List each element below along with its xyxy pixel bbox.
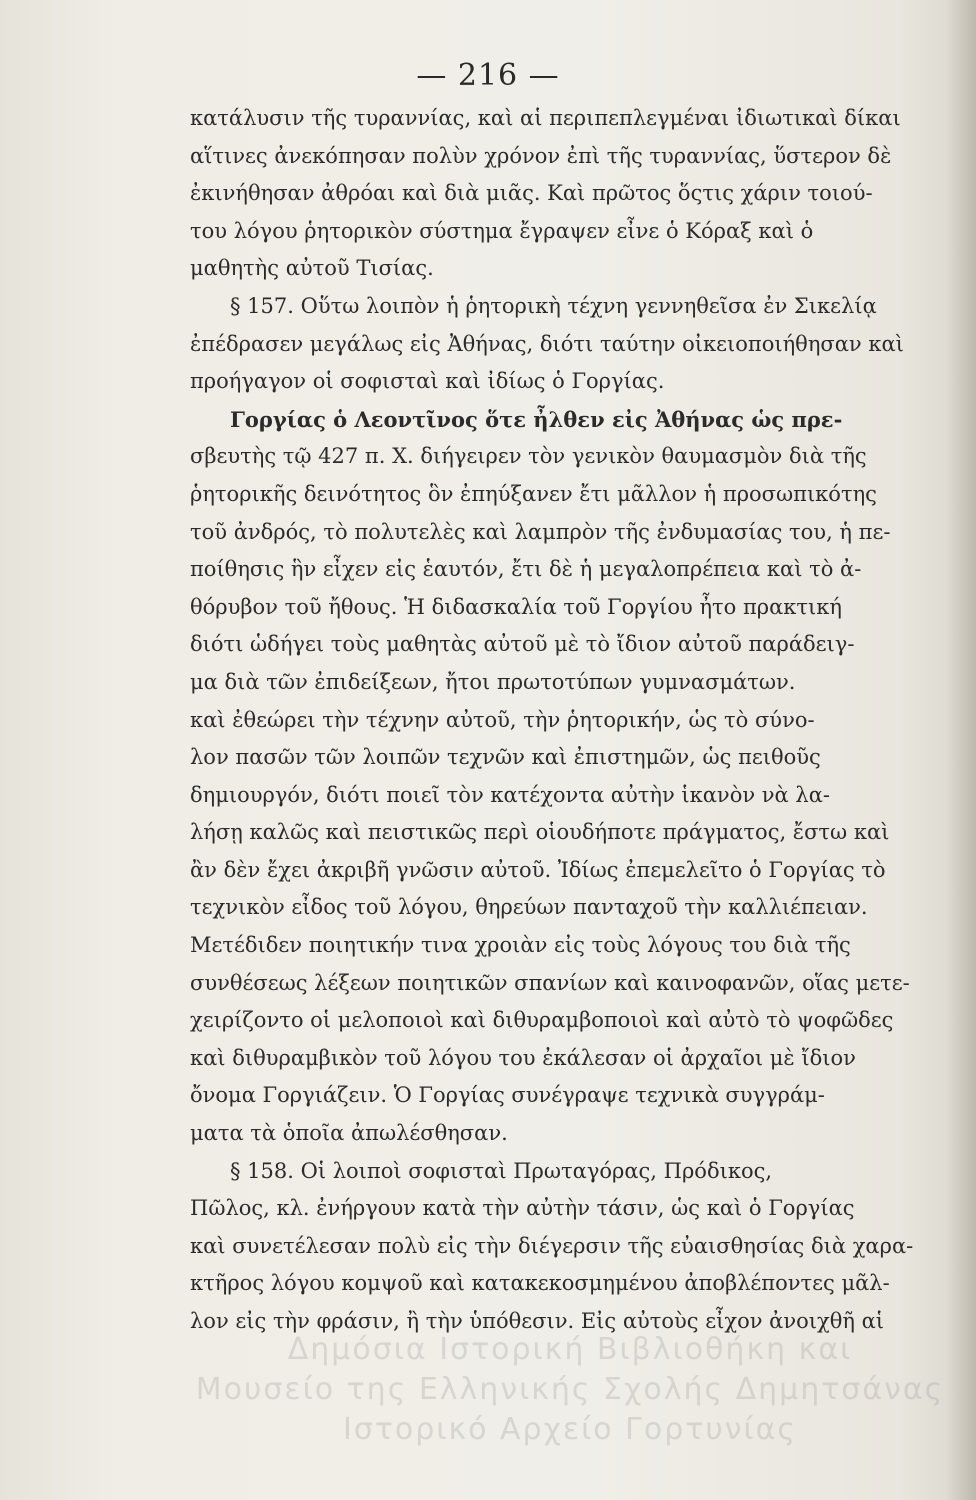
text-line: ἐκινήθησαν ἀθρόαι καὶ διὰ μιᾶς. Καὶ πρῶτος ὅςτις χάριν τοιού- bbox=[190, 181, 873, 206]
text-line: μα διὰ τῶν ἐπιδείξεων, ἤτοι πρωτοτύπων γυμνασμάτων. bbox=[190, 669, 796, 694]
text-line: κατάλυσιν τῆς τυραννίας, καὶ αἱ περιπεπλεγμέναι ἰδιωτικαὶ δίκαι bbox=[190, 106, 901, 130]
text-line: συνθέσεως λέξεων ποιητικῶν σπανίων καὶ καινοφανῶν, οἵας μετε- bbox=[190, 970, 910, 995]
text-line: Πῶλος, κλ. ἐνήργουν κατὰ τὴν αὐτὴν τάσιν, ὡς καὶ ὁ Γοργίας bbox=[190, 1196, 855, 1221]
text-line: σβευτὴς τῷ 427 π. Χ. διήγειρεν τὸν γενικὸν θαυμασμὸν διὰ τῆς bbox=[190, 444, 867, 469]
page-edge-shadow bbox=[946, 0, 976, 1500]
watermark-line: Δημόσια Ιστορική Βιβλιοθήκη και bbox=[287, 1332, 853, 1367]
text-line: ἂν δὲν ἔχει ἀκριβῆ γνῶσιν αὐτοῦ. Ἰδίως ἐπεμελεῖτο ὁ Γοργίας τὸ bbox=[190, 857, 886, 882]
library-watermark bbox=[180, 1330, 960, 1450]
section-158-start: § 158. Οἱ λοιποὶ σοφισταὶ Πρωταγόρας, Πρόδικος, bbox=[230, 1158, 773, 1183]
text-line: ἐπέδρασεν μεγάλως εἰς Ἀθήνας, διότι ταύτην οἰκειοποιήθησαν καὶ bbox=[190, 331, 904, 356]
text-line: δημιουργόν, διότι ποιεῖ τὸν κατέχοντα αὐτὴν ἱκανὸν νὰ λα- bbox=[190, 782, 830, 807]
text-line: διότι ὡδήγει τοὺς μαθητὰς αὐτοῦ μὲ τὸ ἴδιον αὐτοῦ παράδειγ- bbox=[190, 632, 855, 657]
section-157-start: § 157. Οὕτω λοιπὸν ἡ ῥητορικὴ τέχνη γεννηθεῖσα ἐν Σικελίᾳ bbox=[230, 293, 877, 318]
text-line: του λόγου ῥητορικὸν σύστημα ἔγραψεν εἶνε ὁ Κόραξ καὶ ὁ bbox=[190, 218, 814, 243]
text-line: τεχνικὸν εἶδος τοῦ λόγου, θηρεύων πανταχοῦ τὴν καλλιέπειαν. bbox=[190, 895, 868, 920]
text-line: λον πασῶν τῶν λοιπῶν τεχνῶν καὶ ἐπιστημῶν, ὡς πειθοῦς bbox=[190, 745, 821, 770]
watermark-line: Μουσείο της Ελληνικής Σχολής Δημητσάνας bbox=[195, 1372, 945, 1407]
text-line: αἵτινες ἀνεκόπησαν πολὺν χρόνον ἐπὶ τῆς τυραννίας, ὕστερον δὲ bbox=[190, 143, 892, 168]
text-line: λον εἰς τὴν φράσιν, ἢ τὴν ὑπόθεσιν. Εἰς αὐτοὺς εἶχον ἀνοιχθῆ αἱ bbox=[190, 1309, 885, 1333]
page-number: — 216 — bbox=[416, 58, 560, 93]
text-line: καὶ συνετέλεσαν πολὺ εἰς τὴν διέγερσιν τῆς εὐαισθησίας διὰ χαρα- bbox=[190, 1233, 914, 1258]
text-line: ποίθησις ἣν εἶχεν εἰς ἑαυτόν, ἔτι δὲ ἡ μεγαλοπρέπεια καὶ τὸ ἀ- bbox=[190, 557, 862, 582]
text-line: ματα τὰ ὁποῖα ἀπωλέσθησαν. bbox=[190, 1121, 508, 1146]
text-line: λήσῃ καλῶς καὶ πειστικῶς περὶ οἱουδήποτε πράγματος, ἔστω καὶ bbox=[190, 820, 890, 845]
text-line: καὶ ἐθεώρει τὴν τέχνην αὐτοῦ, τὴν ῥητορικήν, ὡς τὸ σύνο- bbox=[190, 707, 815, 732]
text-line: κτῆρος λόγου κομψοῦ καὶ κατακεκοσμημένου ἀποβλέποντες μᾶλ- bbox=[190, 1271, 890, 1296]
text-line: ῥητορικῆς δεινότητος ὃν ἐπηύξανεν ἔτι μᾶλλον ἡ προσωπικότης bbox=[190, 481, 877, 506]
page-text bbox=[190, 100, 950, 1341]
text-line: ὄνομα Γοργιάζειν. Ὁ Γοργίας συνέγραψε τεχνικὰ συγγράμ- bbox=[190, 1083, 825, 1108]
text-line: Μετέδιδεν ποιητικήν τινα χροιὰν εἰς τοὺς λόγους του διὰ τῆς bbox=[190, 933, 851, 958]
text-line: καὶ διθυραμβικὸν τοῦ λόγου του ἐκάλεσαν οἱ ἀρχαῖοι μὲ ἴδιον bbox=[190, 1045, 856, 1070]
text-line: προήγαγον οἱ σοφισταὶ καὶ ἰδίως ὁ Γοργίας. bbox=[190, 369, 665, 394]
text-line: θόρυβον τοῦ ἤθους. Ἡ διδασκαλία τοῦ Γοργίου ἦτο πρακτική bbox=[190, 594, 842, 619]
gorgias-paragraph-start: Γοργίας ὁ Λεοντῖνος ὅτε ἦλθεν εἰς Ἀθήνας ὡς πρε- bbox=[230, 406, 843, 432]
text-line: χειρίζοντο οἱ μελοποιοὶ καὶ διθυραμβοποιοὶ καὶ αὐτὸ τὸ ψοφῶδες bbox=[190, 1008, 894, 1033]
text-line: μαθητὴς αὐτοῦ Τισίας. bbox=[190, 256, 434, 281]
text-line: τοῦ ἀνδρός, τὸ πολυτελὲς καὶ λαμπρὸν τῆς ἐνδυμασίας του, ἡ πε- bbox=[190, 519, 891, 544]
watermark-line: Ιστορικό Αρχείο Γορτυνίας bbox=[342, 1412, 798, 1447]
